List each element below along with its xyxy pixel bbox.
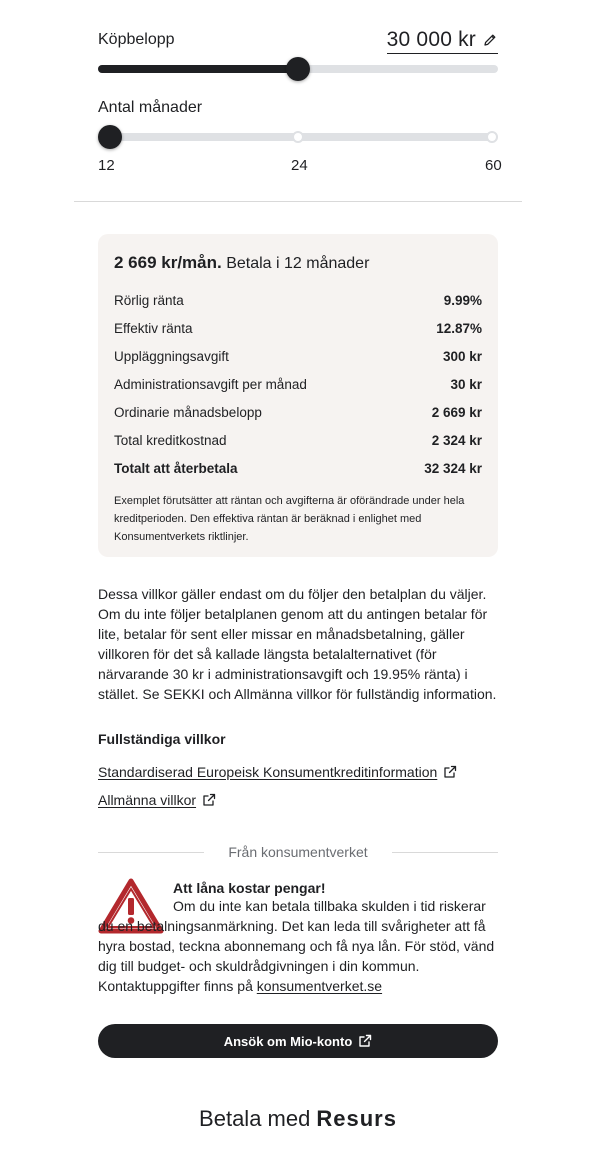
months-step-60[interactable] <box>486 131 498 143</box>
summary-row <box>114 319 482 337</box>
row-label: Totalt att återbetala <box>114 460 238 476</box>
amount-label: Köpbelopp <box>98 31 175 48</box>
amount-value: 30 000 kr <box>386 28 476 51</box>
months-tick-60: 60 <box>485 157 502 174</box>
months-tick-24: 24 <box>291 157 308 174</box>
konsumentverket-link[interactable]: konsumentverket.se <box>256 978 383 994</box>
apply-button-label: Ansök om Mio-konto <box>223 1033 353 1049</box>
resurs-logo: Resurs <box>316 1106 397 1131</box>
summary-row <box>114 291 482 309</box>
summary-row <box>114 375 482 393</box>
row-value: 300 kr <box>442 348 482 364</box>
payment-plan: Betala i 12 månader <box>226 255 370 272</box>
row-value: 2 669 kr <box>431 404 482 420</box>
terms-title: Fullständiga villkor <box>98 731 226 747</box>
warning-title: Att låna kostar pengar! <box>173 880 326 896</box>
footer-prefix: Betala med <box>199 1106 311 1131</box>
months-label: Antal månader <box>98 99 203 116</box>
row-value: 9.99% <box>443 292 482 308</box>
summary-row <box>114 347 482 365</box>
consumer-divider-label <box>0 844 596 860</box>
summary-note: Exemplet förutsätter att räntan och avgifterna är oförändrade under hela kreditperioden. Den effektiva räntan är beräknad i enlighet med Konsumentverkets riktlinjer. <box>114 495 465 543</box>
external-link-icon <box>202 793 216 807</box>
section-divider <box>74 201 522 202</box>
months-step-24[interactable] <box>292 131 304 143</box>
summary-row <box>114 403 482 421</box>
general-terms-link-text[interactable]: Allmänna villkor <box>98 792 197 808</box>
summary-heading <box>114 253 369 273</box>
row-label: Rörlig ränta <box>114 292 184 308</box>
row-value: 12.87% <box>436 320 482 336</box>
footer-brand <box>0 1106 596 1132</box>
warning-text <box>98 896 500 996</box>
summary-row <box>114 431 482 449</box>
amount-slider-fill <box>98 65 298 73</box>
monthly-amount: 2 669 kr/mån. <box>114 253 222 272</box>
row-value: 2 324 kr <box>431 432 482 448</box>
row-value: 30 kr <box>450 376 482 392</box>
row-label: Ordinarie månadsbelopp <box>114 404 262 420</box>
row-label: Total kreditkostnad <box>114 432 227 448</box>
row-label: Administrationsavgift per månad <box>114 376 307 392</box>
consumer-divider-text: Från konsumentverket <box>212 844 383 860</box>
payment-summary-card <box>98 234 498 557</box>
external-link-icon <box>358 1034 372 1048</box>
warning-body: Om du inte kan betala tillbaka skulden i tid riskerar du en betalningsanmärkning. Det kan leda till svårigheter att få hyra bostad, teckna abonnemang och få nya lån. För stöd, vänd dig till budget- och skuldrådgivningen i din kommun. Kontaktuppgifter finns på <box>98 898 495 994</box>
months-slider-thumb[interactable] <box>98 125 122 149</box>
amount-slider-thumb[interactable] <box>286 57 310 81</box>
amount-value-edit[interactable] <box>387 28 498 54</box>
conditions-text: Dessa villkor gäller endast om du följer den betalplan du väljer. Om du inte följer betalplanen genom att du antingen betalar för lite, betalar för sent eller missar en månadsbetalning, gäller villkoren för det så kallade längsta betalalternativet (för närvarande 30 kr i administrationsavgift och 19.95% ränta) i stället. Se SEKKI och Allmänna villkor för fullständig information. <box>98 586 497 702</box>
summary-row-total <box>114 459 482 477</box>
pencil-icon[interactable] <box>482 32 498 48</box>
external-link-icon <box>443 765 457 779</box>
row-label: Effektiv ränta <box>114 320 193 336</box>
apply-button[interactable] <box>98 1024 498 1058</box>
row-label: Uppläggningsavgift <box>114 348 229 364</box>
general-terms-link[interactable] <box>98 792 216 808</box>
sekki-link[interactable] <box>98 764 457 780</box>
months-tick-12: 12 <box>98 157 115 174</box>
sekki-link-text[interactable]: Standardiserad Europeisk Konsumentkreditinformation <box>98 764 438 780</box>
row-value: 32 324 kr <box>424 460 482 476</box>
